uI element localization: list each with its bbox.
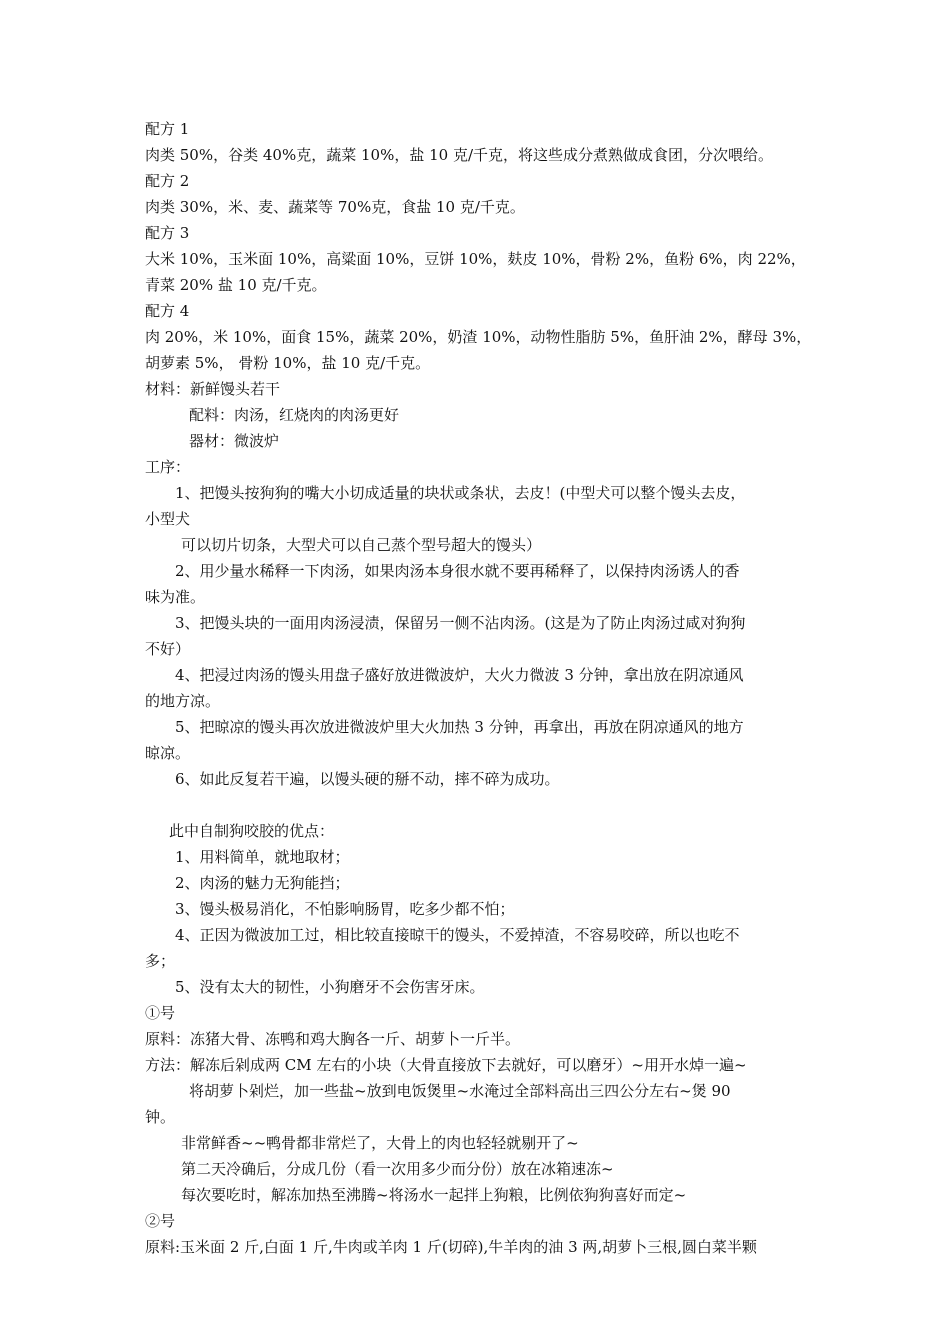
text-line: 胡萝素 5%， 骨粉 10%，盐 10 克/千克。 [145, 354, 431, 372]
text-line: 原料：冻猪大骨、冻鸭和鸡大胸各一斤、胡萝卜一斤半。 [145, 1030, 521, 1048]
text-line: 小型犬 [145, 510, 191, 528]
text-line: 4、正因为微波加工过，相比较直接晾干的馒头，不爱掉渣，不容易咬碎，所以也吃不 [175, 926, 740, 944]
text-line: 材料：新鲜馒头若干 [145, 380, 281, 398]
text-line: 此中自制狗咬胶的优点： [169, 822, 335, 840]
text-line: 晾凉。 [145, 744, 191, 762]
text-line: 5、把晾凉的馒头再次放进微波炉里大火加热 3 分钟，再拿出，再放在阴凉通风的地方 [175, 718, 744, 736]
text-line: 第二天冷确后，分成几份（看一次用多少而分份）放在冰箱速冻~ [181, 1160, 614, 1178]
blank-line [145, 792, 813, 818]
text-line: 肉类 30%，米、麦、蔬菜等 70%克，食盐 10 克/千克。 [145, 198, 525, 216]
text-line: 每次要吃时，解冻加热至沸腾~将汤水一起拌上狗粮，比例依狗狗喜好而定~ [181, 1186, 687, 1204]
text-line: 1、把馒头按狗狗的嘴大小切成适量的块状或条状，去皮！(中型犬可以整个馒头去皮， [175, 484, 746, 502]
text-line: 可以切片切条，大型犬可以自己蒸个型号超大的馒头） [181, 536, 542, 554]
text-line: 配方 2 [145, 172, 190, 190]
text-line: 非常鲜香~~鸭骨都非常烂了，大骨上的肉也轻轻就剔开了~ [181, 1134, 579, 1152]
text-line: 原料:玉米面 2 斤,白面 1 斤,牛肉或羊肉 1 斤(切碎),牛羊肉的油 3 两,胡萝卜三根,圆白菜半颗 [145, 1238, 757, 1256]
text-line: 工序： [145, 458, 191, 476]
text-line: 1、用料简单，就地取材； [175, 848, 350, 866]
text-line: 器材：微波炉 [189, 432, 280, 450]
text-line: 的地方凉。 [145, 692, 221, 710]
text-line: 6、如此反复若干遍，以馒头硬的掰不动，摔不碎为成功。 [175, 770, 560, 788]
text-line: 2、肉汤的魅力无狗能挡； [175, 874, 350, 892]
text-line: 配方 1 [145, 120, 190, 138]
text-line: 配方 4 [145, 302, 190, 320]
text-line: 钟。 [145, 1108, 176, 1126]
text-line: 4、把浸过肉汤的馒头用盘子盛好放进微波炉，大火力微波 3 分钟，拿出放在阴凉通风 [175, 666, 744, 684]
text-line: 大米 10%，玉米面 10%，高粱面 10%，豆饼 10%，麸皮 10%，骨粉 2%，鱼粉 6%，肉 22%， [145, 250, 806, 268]
text-line: ①号 [145, 1004, 176, 1022]
text-line: 青菜 20% 盐 10 克/千克。 [145, 276, 327, 294]
text-line: 方法：解冻后剁成两 CM 左右的小块（大骨直接放下去就好，可以磨牙）~用开水焯一遍~ [145, 1056, 747, 1074]
text-line: 5、没有太大的韧性，小狗磨牙不会伤害牙床。 [175, 978, 485, 996]
text-line: 配方 3 [145, 224, 190, 242]
document-page [145, 116, 813, 1260]
text-line: 2、用少量水稀释一下肉汤，如果肉汤本身很水就不要再稀释了，以保持肉汤诱人的香 [175, 562, 740, 580]
text-line: 不好） [145, 640, 191, 658]
text-line: ②号 [145, 1212, 176, 1230]
text-line: 将胡萝卜剁烂，加一些盐~放到电饭煲里~水淹过全部料高出三四公分左右~煲 90 [189, 1082, 731, 1100]
text-line: 味为准。 [145, 588, 206, 606]
text-line: 肉 20%，米 10%，面食 15%，蔬菜 20%，奶渣 10%，动物性脂肪 5%，鱼肝油 2%，酵母 3%， [145, 328, 812, 346]
text-line: 配料：肉汤，红烧肉的肉汤更好 [189, 406, 400, 424]
text-line: 肉类 50%，谷类 40%克，蔬菜 10%，盐 10 克/千克，将这些成分煮熟做成食团，分次喂给。 [145, 146, 774, 164]
text-line: 多； [145, 952, 176, 970]
text-line: 3、馒头极易消化，不怕影响肠胃，吃多少都不怕； [175, 900, 515, 918]
text-line: 3、把馒头块的一面用肉汤浸渍，保留另一侧不沾肉汤。(这是为了防止肉汤过咸对狗狗 [175, 614, 746, 632]
